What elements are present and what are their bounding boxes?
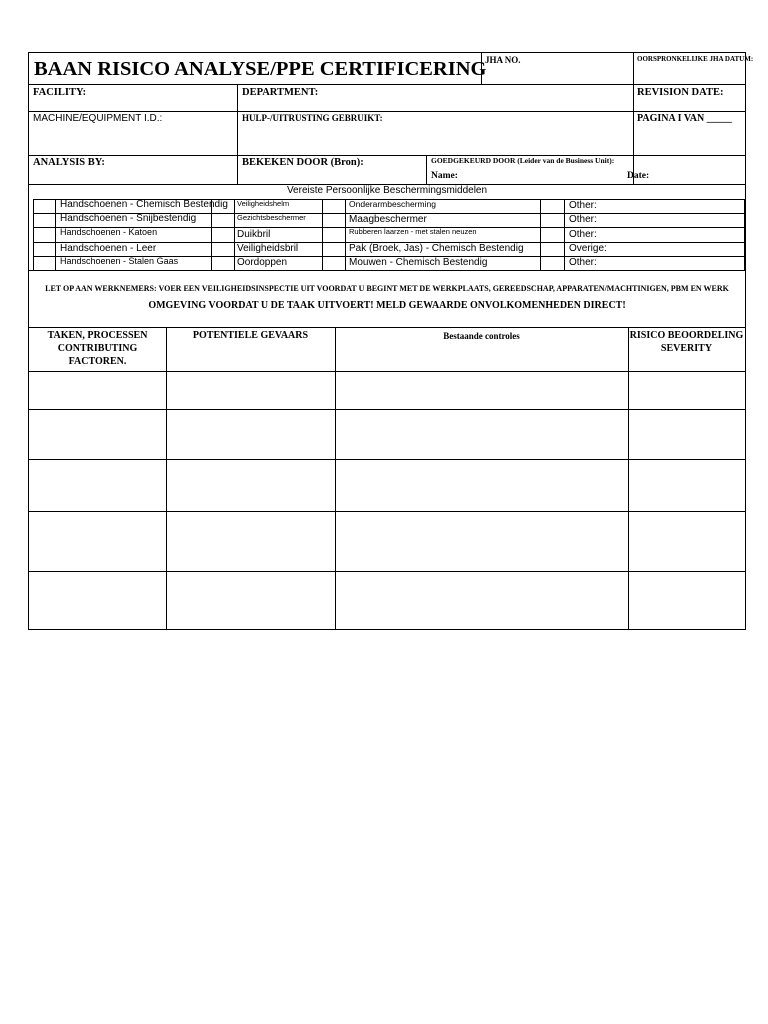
table-cell[interactable] — [629, 460, 744, 511]
ppe-checkbox[interactable] — [212, 214, 234, 227]
table-cell[interactable] — [336, 572, 627, 629]
ppe-checkbox[interactable] — [212, 228, 234, 242]
ppe-item-label: Mouwen - Chemisch Bestendig — [349, 257, 488, 268]
column-header-line: CONTRIBUTING — [57, 343, 138, 354]
tools-field[interactable] — [242, 127, 631, 154]
ppe-checkbox[interactable] — [212, 257, 234, 270]
table-cell[interactable] — [30, 460, 165, 511]
divider — [633, 53, 634, 84]
reviewed-by-field[interactable] — [242, 170, 424, 183]
safety-notice-line1: LET OP AAN WERKNEMERS: VOER EEN VEILIGHEIDSINSPECTIE UIT VOORDAT U BEGINT MET DE WERKPLAATS, GEREEDSCHAP, APPARATEN/MACHTINIGEN, PBM EN WERK — [45, 284, 729, 293]
column-header-risk — [628, 329, 745, 355]
page-label: PAGINA I VAN _____ — [637, 113, 732, 124]
ppe-item-label: Other: — [569, 257, 597, 268]
table-cell[interactable] — [167, 410, 334, 459]
jha-no-field[interactable] — [529, 55, 629, 82]
column-header-line: POTENTIELE GEVAARS — [192, 330, 309, 341]
ppe-item-label: Handschoenen - Chemisch Bestendig — [60, 199, 228, 210]
tools-label: HULP-/UITRUSTING GEBRUIKT: — [242, 113, 383, 123]
ppe-item-label: Gezichtsbeschermer — [237, 213, 306, 222]
divider — [29, 327, 745, 328]
ppe-checkbox[interactable] — [34, 257, 55, 270]
ppe-item-label: Onderarmbescherming — [349, 199, 436, 209]
ppe-checkbox[interactable] — [323, 200, 345, 213]
ppe-checkbox[interactable] — [541, 228, 564, 242]
ppe-checkbox[interactable] — [323, 214, 345, 227]
ppe-item-label: Other: — [569, 200, 597, 211]
ppe-item-label: Duikbril — [237, 229, 271, 240]
revision-date-label: REVISION DATE: — [637, 87, 724, 98]
ppe-checkbox[interactable] — [34, 214, 55, 227]
column-header-line: SEVERITY — [660, 343, 713, 354]
analysis-by-label: ANALYSIS BY: — [33, 157, 105, 168]
divider — [55, 199, 56, 270]
column-header-line: FACTOREN. — [68, 356, 127, 367]
divider — [234, 199, 235, 270]
ppe-item-label: Other: — [569, 214, 597, 225]
approved-by-label: GOEDGEKEURD DOOR (Leider van de Business Unit): — [431, 156, 615, 165]
table-cell[interactable] — [167, 512, 334, 571]
divider — [426, 155, 427, 184]
form-title: BAAN RISICO ANALYSE/PPE CERTIFICERING — [34, 58, 487, 80]
ppe-checkbox[interactable] — [34, 243, 55, 256]
table-cell[interactable] — [336, 372, 627, 409]
divider — [29, 84, 745, 85]
ppe-grid — [29, 199, 745, 271]
table-cell[interactable] — [30, 572, 165, 629]
ppe-checkbox[interactable] — [541, 243, 564, 256]
table-cell[interactable] — [167, 372, 334, 409]
table-cell[interactable] — [167, 572, 334, 629]
column-header-line: RISICO BEOORDELING — [629, 330, 744, 341]
ppe-checkbox[interactable] — [323, 228, 345, 242]
ppe-item-label: Maagbeschermer — [349, 214, 427, 225]
ppe-item-label: Handschoenen - Leer — [60, 243, 157, 254]
ppe-heading: Vereiste Persoonlijke Beschermingsmiddelen — [286, 185, 488, 196]
table-cell[interactable] — [629, 372, 744, 409]
facility-label: FACILITY: — [33, 87, 87, 98]
safety-notice-line2: OMGEVING VOORDAT U DE TAAK UITVOERT! MELD GEWAARDE ONVOLKOMENHEDEN DIRECT! — [148, 300, 626, 311]
table-cell[interactable] — [336, 410, 627, 459]
department-field[interactable] — [329, 86, 631, 110]
ppe-checkbox[interactable] — [34, 200, 55, 213]
ppe-item-label: Veiligheidshelm — [237, 199, 290, 208]
divider — [29, 155, 745, 156]
table-cell[interactable] — [167, 460, 334, 511]
column-header-line: Bestaande controles — [443, 331, 520, 341]
table-cell[interactable] — [336, 460, 627, 511]
ppe-item-label: Other: — [569, 229, 597, 240]
ppe-checkbox[interactable] — [212, 243, 234, 256]
reviewed-by-label: BEKEKEN DOOR (Bron): — [242, 157, 364, 168]
column-header-tasks — [29, 329, 166, 368]
table-cell[interactable] — [30, 372, 165, 409]
divider — [744, 199, 745, 270]
ppe-checkbox[interactable] — [34, 228, 55, 242]
divider — [237, 84, 238, 184]
divider — [345, 199, 346, 270]
ppe-checkbox[interactable] — [541, 200, 564, 213]
ppe-item-label: Handschoenen - Stalen Gaas — [60, 256, 179, 266]
column-header-controls — [335, 330, 628, 343]
table-cell[interactable] — [336, 512, 627, 571]
table-cell[interactable] — [629, 572, 744, 629]
date-label: Date: — [627, 171, 650, 181]
ppe-checkbox[interactable] — [323, 243, 345, 256]
ppe-item-label: Rubberen laarzen - met stalen neuzen — [349, 227, 477, 236]
original-date-field[interactable] — [635, 67, 743, 82]
ppe-item-label: Handschoenen - Snijbestendig — [60, 213, 197, 224]
divider — [633, 84, 634, 184]
table-cell[interactable] — [629, 512, 744, 571]
ppe-checkbox[interactable] — [541, 214, 564, 227]
ppe-item-label: Oordoppen — [237, 257, 288, 268]
approved-date-field[interactable] — [653, 171, 743, 183]
table-cell[interactable] — [30, 410, 165, 459]
divider — [564, 199, 565, 270]
approved-name-field[interactable] — [459, 171, 625, 183]
machine-field[interactable] — [33, 127, 235, 154]
column-header-hazards — [166, 329, 335, 342]
table-cell[interactable] — [629, 410, 744, 459]
revision-date-field[interactable] — [635, 99, 743, 110]
analysis-by-field[interactable] — [33, 170, 235, 183]
table-cell[interactable] — [30, 512, 165, 571]
ppe-item-label: Handschoenen - Katoen — [60, 227, 158, 237]
department-label: DEPARTMENT: — [242, 87, 319, 98]
ppe-item-label: Veiligheidsbril — [237, 243, 299, 254]
ppe-item-label: Pak (Broek, Jas) - Chemisch Bestendig — [349, 243, 524, 254]
machine-label: MACHINE/EQUIPMENT I.D.: — [33, 113, 163, 124]
name-label: Name: — [431, 171, 458, 181]
facility-field[interactable] — [99, 86, 235, 110]
original-date-label: OORSPRONKELIJKE JHA DATUM: — [637, 55, 754, 63]
jha-form — [28, 52, 754, 630]
ppe-item-label: Overige: — [569, 243, 607, 254]
ppe-checkbox[interactable] — [541, 257, 564, 270]
divider — [33, 270, 744, 271]
ppe-checkbox[interactable] — [323, 257, 345, 270]
column-header-line: TAKEN, PROCESSEN — [47, 330, 148, 341]
divider — [29, 111, 745, 112]
jha-no-label: JHA NO. — [485, 55, 521, 65]
